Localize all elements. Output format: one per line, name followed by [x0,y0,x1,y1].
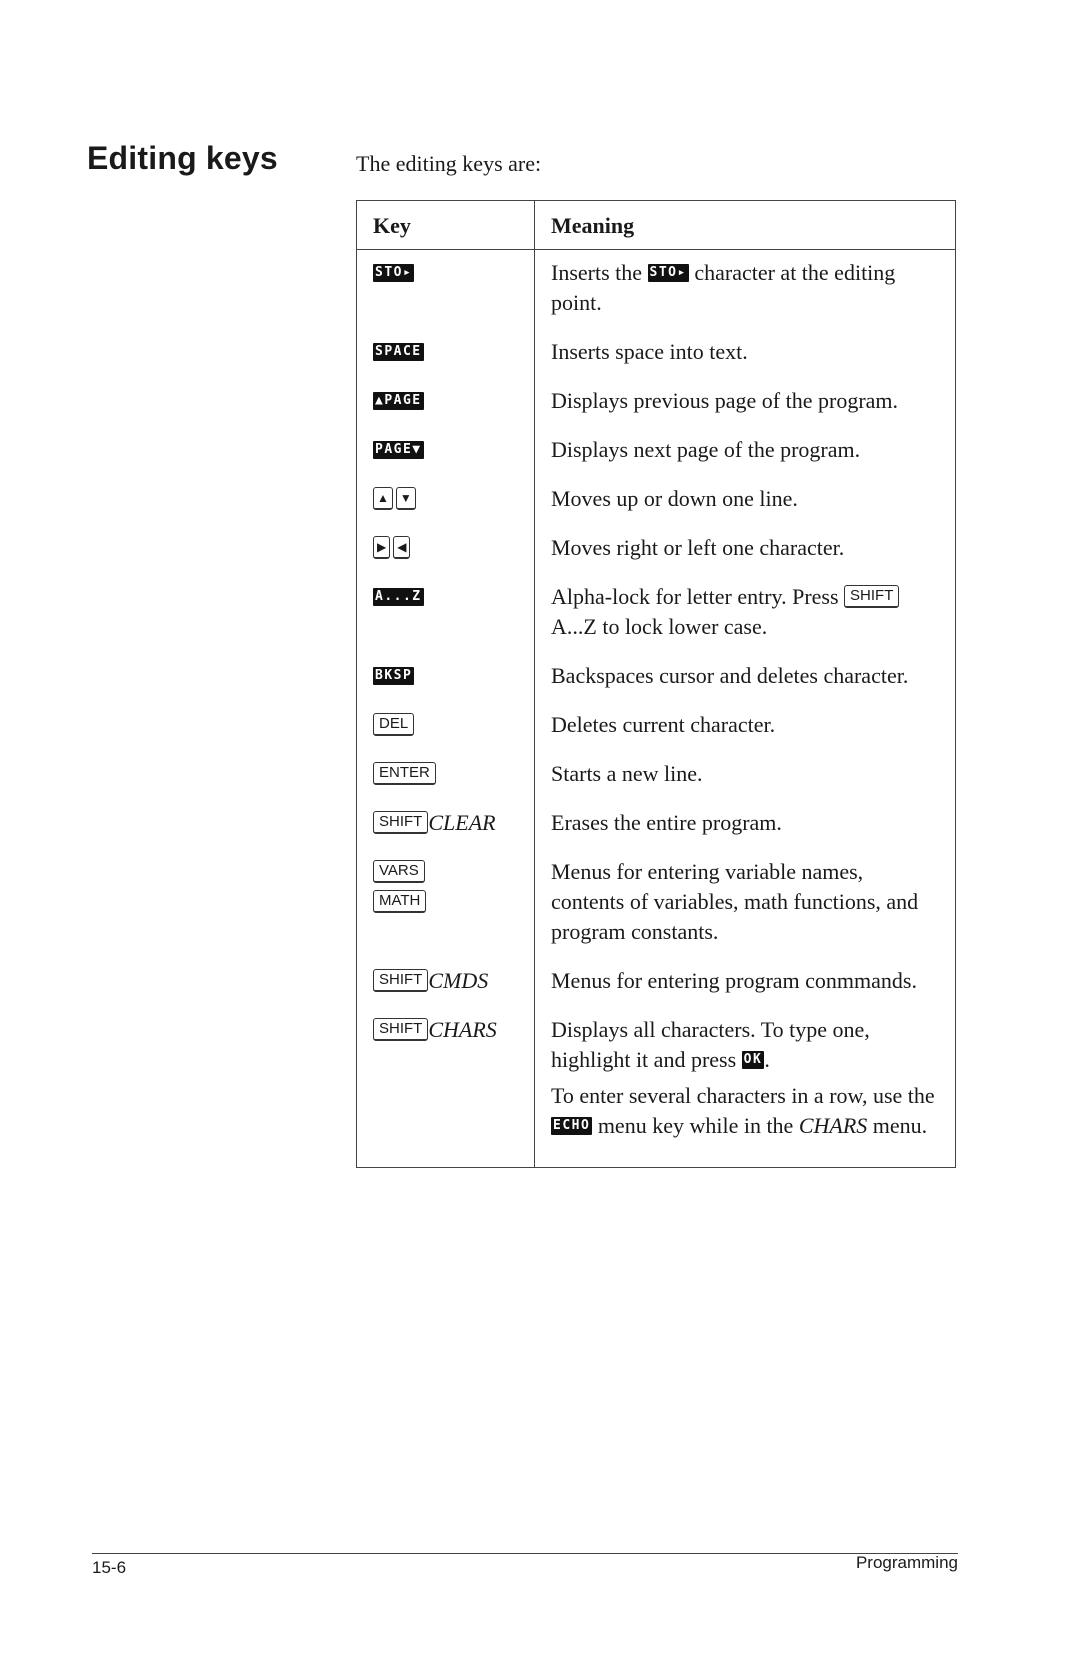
left-arrow-icon: ◀ [393,536,410,559]
shift-keycap: SHIFT [373,811,428,834]
ok-softkey: OK [743,1051,763,1067]
up-arrow-icon: ▲ [373,487,393,510]
meaning-text: A...Z to lock lower case. [551,614,768,639]
del-keycap: DEL [373,713,414,736]
table-row [357,250,956,330]
editing-keys-table [356,200,956,1168]
key-cell [357,476,535,525]
intro-text: The editing keys are: [356,151,542,176]
meaning-cell: Moves up or down one line. [535,476,956,525]
table-row [357,800,956,849]
meaning-cell: Deletes current character. [535,702,956,751]
note-chars-italic: CHARS [798,1113,868,1138]
key-cell [357,427,535,476]
section-name: Programming [855,1553,958,1572]
key-cell [357,702,535,751]
chars-label: CHARS [428,1017,497,1042]
vars-keycap: VARS [373,860,425,883]
echo-softkey: ECHO [553,1117,591,1133]
inline-sto-softkey: STO▸ [649,264,687,280]
meaning-text: Displays all characters. To type one, highlight it and press [551,1017,870,1072]
clear-label: CLEAR [428,810,496,835]
key-cell [357,250,535,330]
right-arrow-icon: ▶ [373,536,390,559]
meaning-cell: Starts a new line. [535,751,956,800]
key-cell [357,751,535,800]
meaning-text: . [764,1047,770,1072]
table-row [357,476,956,525]
page-down-softkey: PAGE▼ [375,441,422,457]
page-up-softkey: ▲PAGE [375,392,422,408]
enter-keycap: ENTER [373,762,436,785]
key-cell [357,378,535,427]
key-cell [357,525,535,574]
table-row [357,525,956,574]
table-header-row [357,201,956,250]
meaning-cell [535,1007,956,1168]
cmds-label: CMDS [428,968,489,993]
note-text: menu key while in the [592,1113,799,1138]
header-key: Key [357,201,535,250]
table-row [357,378,956,427]
header-meaning: Meaning [535,201,956,250]
backspace-softkey: BKSP [375,667,413,683]
table-row [357,574,956,653]
key-cell [357,800,535,849]
table-row [357,958,956,1007]
table-row [357,751,956,800]
space-softkey: SPACE [375,343,422,359]
table-row [357,427,956,476]
meaning-cell: Backspaces cursor and deletes character. [535,653,956,702]
meaning-cell [535,574,956,653]
meaning-text: character at the editing point. [551,260,896,315]
table-row [357,849,956,958]
key-cell [357,1007,535,1168]
key-cell [357,958,535,1007]
key-cell [357,653,535,702]
footer-divider [92,1553,958,1554]
sto-softkey: STO▸ [375,264,413,280]
meaning-cell: Menus for entering variable names, contents of variables, math functions, and program constants. [535,849,956,958]
meaning-cell: Menus for entering program conmmands. [535,958,956,1007]
alpha-lock-softkey: A...Z [375,588,422,604]
inline-shift-keycap: SHIFT [844,585,899,608]
meaning-cell: Inserts space into text. [535,329,956,378]
note-text: menu. [867,1113,928,1138]
meaning-cell: Erases the entire program. [535,800,956,849]
key-cell [357,849,535,958]
table-row [357,1007,956,1168]
down-arrow-icon: ▼ [396,487,416,510]
table-row [357,702,956,751]
chars-note [551,1081,939,1141]
shift-keycap: SHIFT [373,969,428,992]
key-cell [357,574,535,653]
math-keycap: MATH [373,890,426,913]
meaning-cell: Displays next page of the program. [535,427,956,476]
table-row [357,329,956,378]
table-row [357,653,956,702]
key-cell [357,329,535,378]
note-text: To enter several characters in a row, use the [551,1083,935,1108]
meaning-cell [535,250,956,330]
meaning-cell: Moves right or left one character. [535,525,956,574]
meaning-cell: Displays previous page of the program. [535,378,956,427]
page-number: 15-6 [92,1558,127,1577]
meaning-text: Inserts the [551,260,648,285]
meaning-text: Alpha-lock for letter entry. Press [551,584,845,609]
shift-keycap: SHIFT [373,1018,428,1041]
section-heading: Editing keys [87,140,278,176]
